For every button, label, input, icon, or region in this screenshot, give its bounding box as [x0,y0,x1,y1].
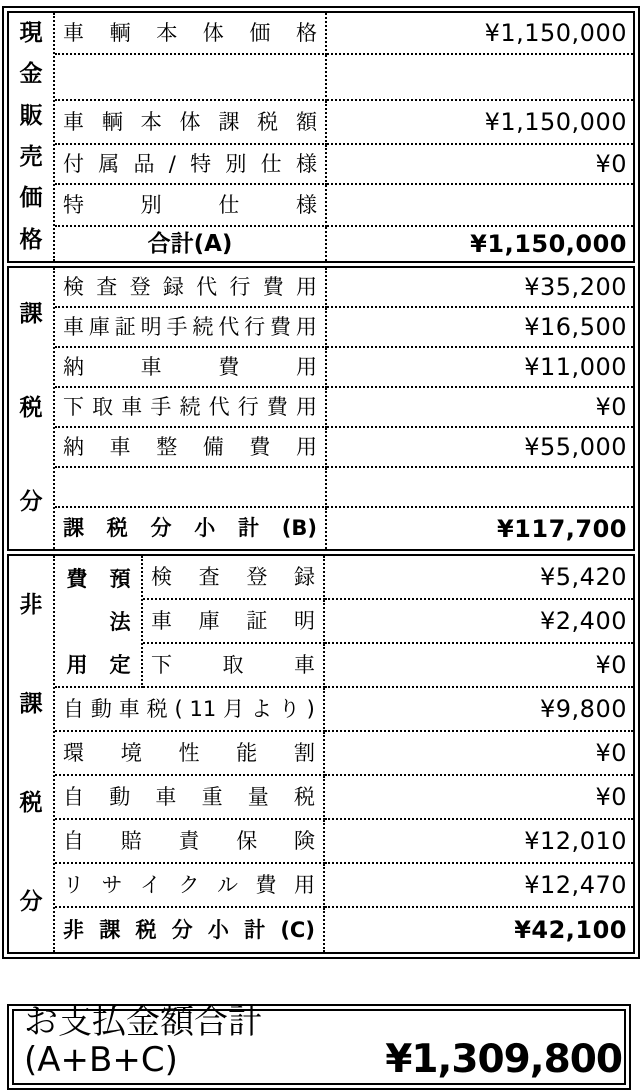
amount-special-spec [327,185,633,227]
amount-trade-in-car: ¥0 [325,644,633,688]
item-label-vehicle-taxable-amount: 車 輌 本 体 課 税 額 [55,101,327,145]
total-payment-box [7,1004,631,1090]
deposit-legal-fees-label [55,556,143,688]
item-label-vehicle-weight-tax: 自 動 車 重 量 税 [55,776,325,820]
total-payment-label: お支払金額合計(A+B+C) [24,1002,262,1080]
side-label-cash-sales-price [9,13,55,261]
item-label-garage-certificate: 車 庫 証 明 [143,600,325,644]
amount-delivery-fee: ¥11,000 [327,348,633,388]
amount-vehicle-weight-tax: ¥0 [325,776,633,820]
section-non-taxable [7,554,635,954]
item-label-empty [55,55,327,101]
item-label-trade-in-car: 下 取 車 [143,644,325,688]
side-char: 金 [19,61,43,88]
item-label-empty [55,468,327,508]
item-label-trade-in-procedure-agency-fee: 下 取 車 手 続 代 行 費 用 [55,388,327,428]
item-label-environmental-performance-levy: 環 境 性 能 割 [55,732,325,776]
side-char: 課 [19,301,43,328]
item-label-subtotal-a: 合計(A) [55,227,327,261]
price-table [2,6,640,959]
amount-recycle-fee: ¥12,470 [325,864,633,908]
amount-empty [327,468,633,508]
amount-subtotal-a: ¥1,150,000 [470,230,627,258]
side-char: 非 [19,592,43,618]
item-label-compulsory-liability-insurance: 自 賠 責 保 険 [55,820,325,864]
side-char: 税 [19,790,43,816]
amount-inspection-registration: ¥5,420 [325,556,633,600]
item-label-vehicle-base-price: 車 輌 本 体 価 格 [55,13,327,55]
side-label-non-taxable [9,556,55,952]
side-char: 分 [19,889,43,915]
item-label-subtotal-c: 非 課 税 分 小 計 (C) [55,908,325,952]
amount-vehicle-base-price: ¥1,150,000 [327,13,633,55]
amount-trade-in-procedure-agency-fee: ¥0 [327,388,633,428]
group-char: 用 [66,653,88,678]
item-label-subtotal-b: 課 税 分 小 計 (B) [55,508,327,549]
side-char: 格 [19,226,43,253]
section-cash-sales-price [7,11,635,263]
item-label-inspection-registration-agency-fee: 検 査 登 録 代 行 費 用 [55,268,327,308]
group-char: 定 [109,653,131,678]
side-char: 価 [19,185,43,212]
amount-subtotal-c: ¥42,100 [514,916,627,944]
side-char: 課 [19,691,43,717]
total-payment-amount: ¥1,309,800 [385,1037,622,1082]
item-label-automobile-tax: 自 動 車 税 ( 11 月 よ り ) [55,688,325,732]
total-payment-inner [12,1002,626,1085]
group-char: 法 [109,609,131,634]
amount-subtotal-b: ¥117,700 [496,514,627,543]
amount-accessories-special-spec: ¥0 [327,145,633,185]
item-label-garage-certificate-agency-fee: 車 庫 証 明 手 続 代 行 費 用 [55,308,327,348]
item-label-delivery-fee: 納 車 費 用 [55,348,327,388]
amount-inspection-registration-agency-fee: ¥35,200 [327,268,633,308]
side-char: 現 [19,20,43,47]
amount-compulsory-liability-insurance: ¥12,010 [325,820,633,864]
item-label-recycle-fee: リ サ イ ク ル 費 用 [55,864,325,908]
amount-environmental-performance-levy: ¥0 [325,732,633,776]
side-label-taxable [9,268,55,549]
item-label-inspection-registration: 検 査 登 録 [143,556,325,600]
amount-automobile-tax: ¥9,800 [325,688,633,732]
group-char: 預 [109,566,131,591]
side-char: 売 [19,144,43,171]
item-label-accessories-special-spec: 付 属 品 / 特 別 仕 様 [55,145,327,185]
amount-delivery-maintenance-fee: ¥55,000 [327,428,633,468]
side-char: 分 [19,488,43,515]
amount-vehicle-taxable-amount: ¥1,150,000 [327,101,633,145]
group-char: 費 [66,566,88,591]
item-label-delivery-maintenance-fee: 納 車 整 備 費 用 [55,428,327,468]
section-taxable [7,266,635,551]
amount-garage-certificate: ¥2,400 [325,600,633,644]
item-label-special-spec: 特 別 仕 様 [55,185,327,227]
side-char: 販 [19,102,43,129]
side-char: 税 [19,394,43,421]
amount-garage-certificate-agency-fee: ¥16,500 [327,308,633,348]
amount-empty [327,55,633,101]
